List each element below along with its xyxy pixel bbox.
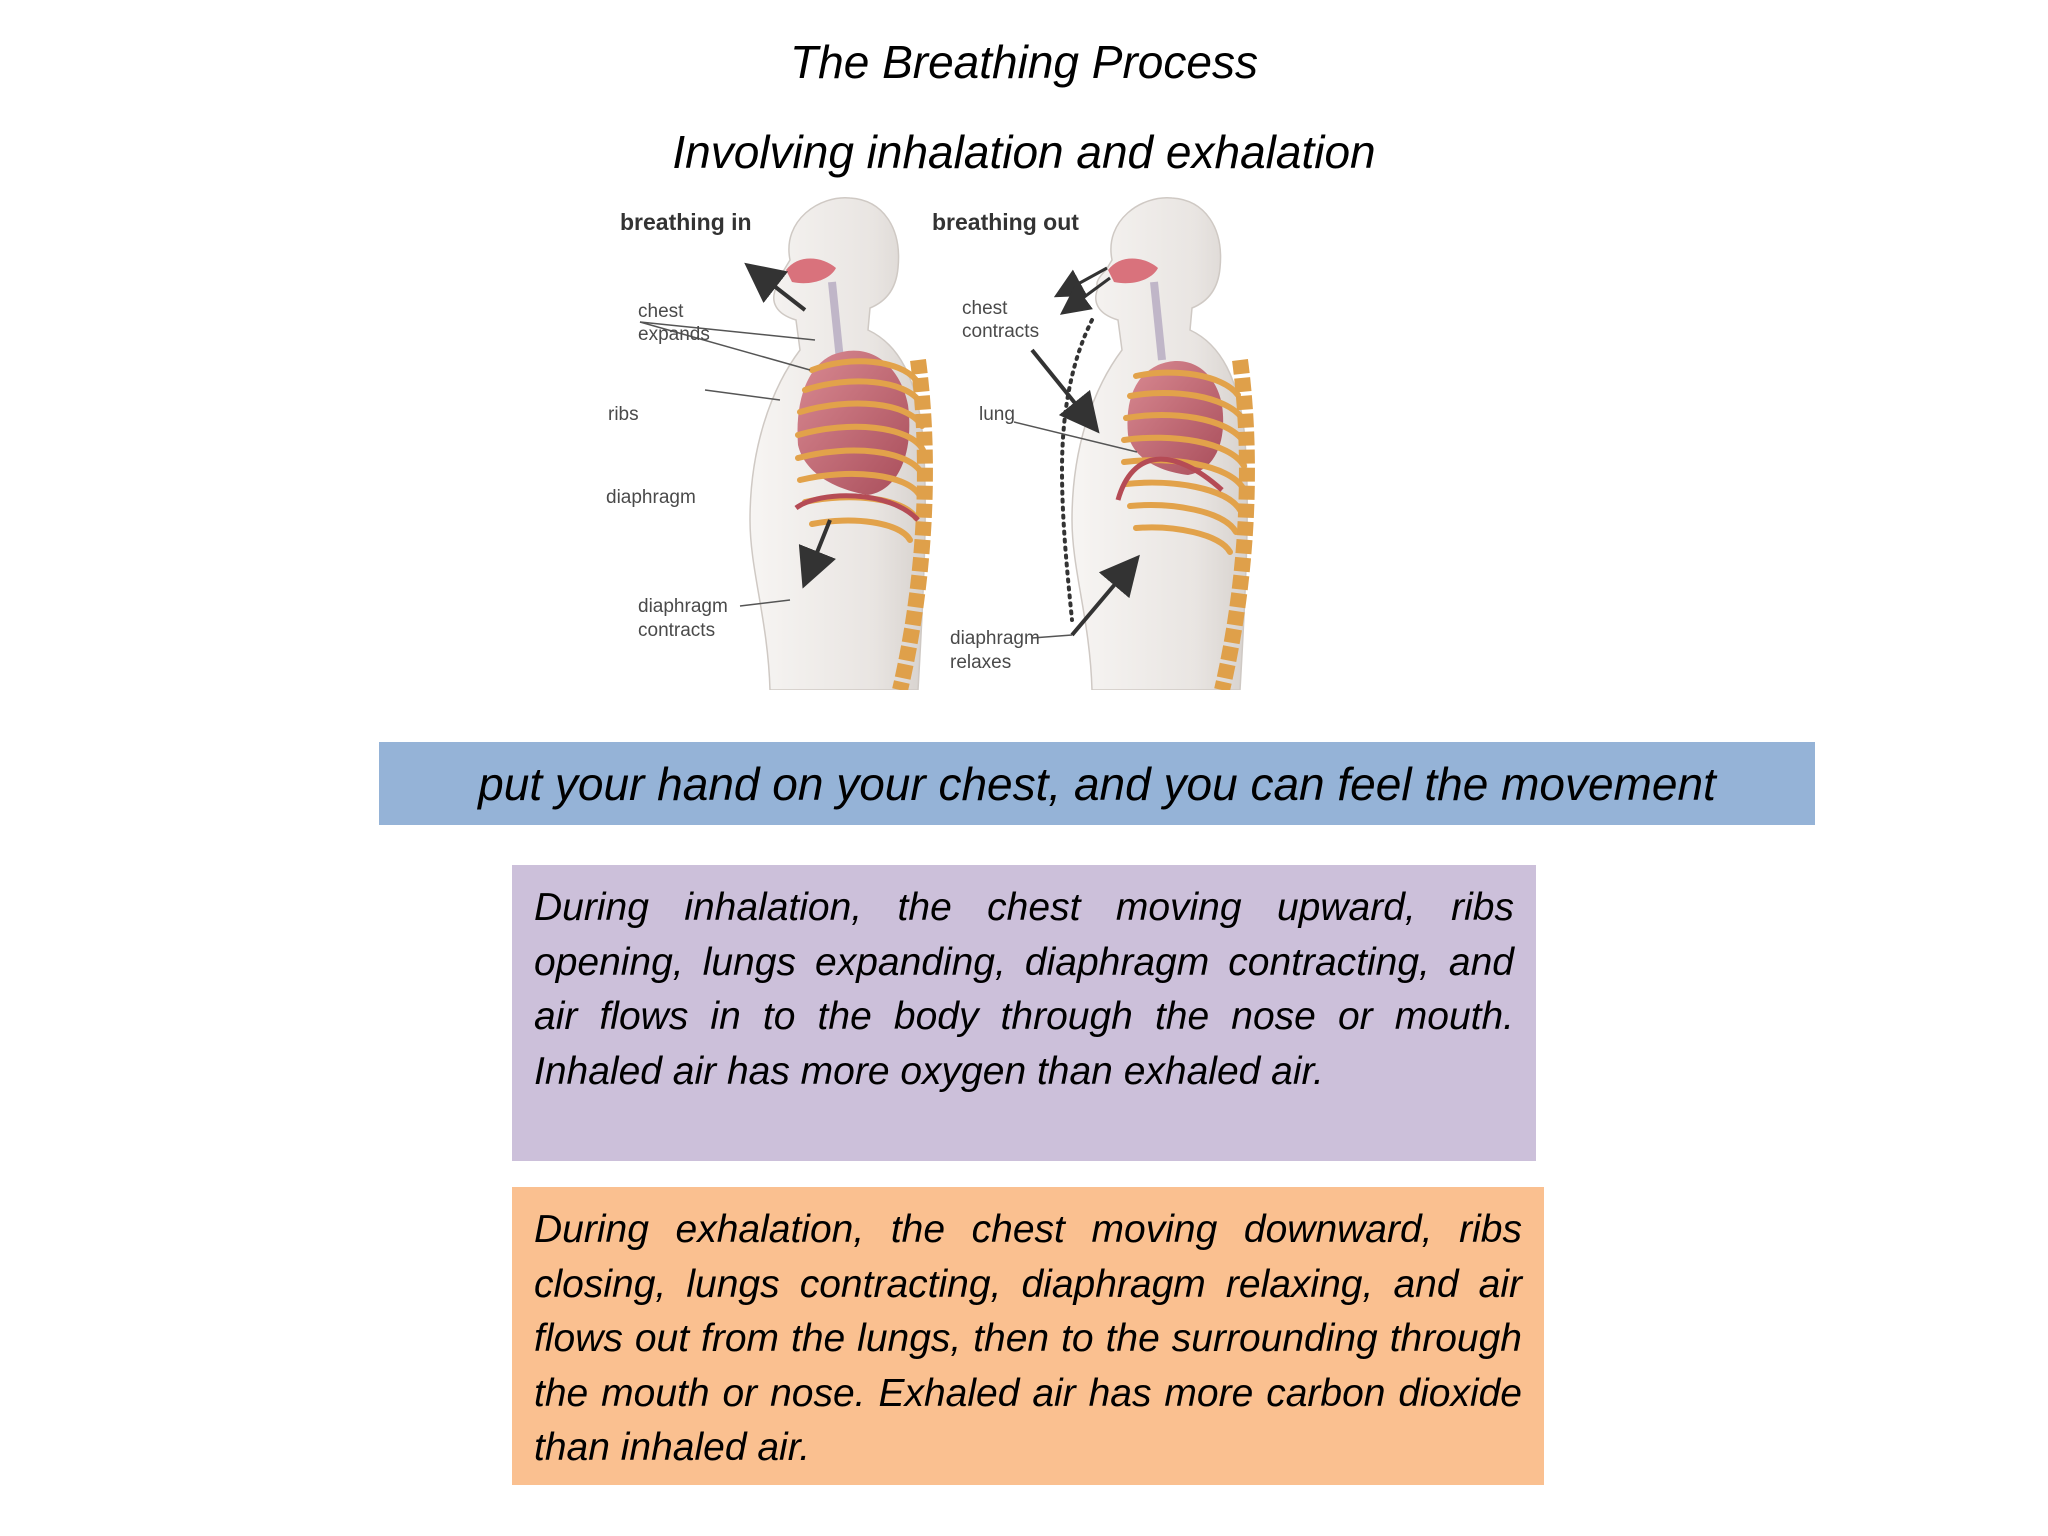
slide-title: The Breathing Process bbox=[790, 36, 1258, 88]
slide-subtitle: Involving inhalation and exhalation bbox=[672, 126, 1376, 178]
chest-expands-label-1: chest bbox=[638, 301, 684, 322]
breathing-diagram bbox=[600, 190, 1300, 690]
lung-label: lung bbox=[979, 404, 1015, 425]
diaphragm-relaxes-label-2: relaxes bbox=[950, 652, 1012, 673]
ribs-label: ribs bbox=[608, 404, 639, 425]
chest-contracts-label-2: contracts bbox=[962, 321, 1040, 342]
chest-contracts-arrow bbox=[1032, 350, 1087, 418]
diaphragm-leader-in bbox=[705, 390, 780, 400]
hint-banner: put your hand on your chest, and you can feel the movement bbox=[379, 742, 1815, 825]
inhalation-text-box: During inhalation, the chest moving upward, ribs opening, lungs expanding, diaphragm contracting, and air flows in to the body through the nose or mouth. Inhaled air has more oxygen than exhaled air. bbox=[512, 865, 1536, 1161]
breathing-diagram-svg bbox=[600, 190, 1300, 690]
chest-expands-label-2: expands bbox=[638, 324, 710, 345]
breathing-out-heading: breathing out bbox=[932, 209, 1079, 235]
breathing-in-figure bbox=[606, 198, 925, 690]
exhalation-text-box: During exhalation, the chest moving downward, ribs closing, lungs contracting, diaphragm relaxing, and air flows out from the lungs, then to the surrounding through the mouth or nose. Exhaled air has more carbon dioxide than inhaled air. bbox=[512, 1187, 1544, 1485]
breathing-in-heading: breathing in bbox=[620, 209, 752, 235]
chest-contracts-label-1: chest bbox=[962, 298, 1008, 319]
diaphragm-contracts-label-2: contracts bbox=[638, 620, 716, 641]
breathing-out-figure bbox=[932, 198, 1247, 690]
diaphragm-relaxes-label-1: diaphragm bbox=[950, 628, 1040, 649]
diaphragm-label-in: diaphragm bbox=[606, 487, 696, 508]
diaphragm-contracts-label-1: diaphragm bbox=[638, 596, 728, 617]
